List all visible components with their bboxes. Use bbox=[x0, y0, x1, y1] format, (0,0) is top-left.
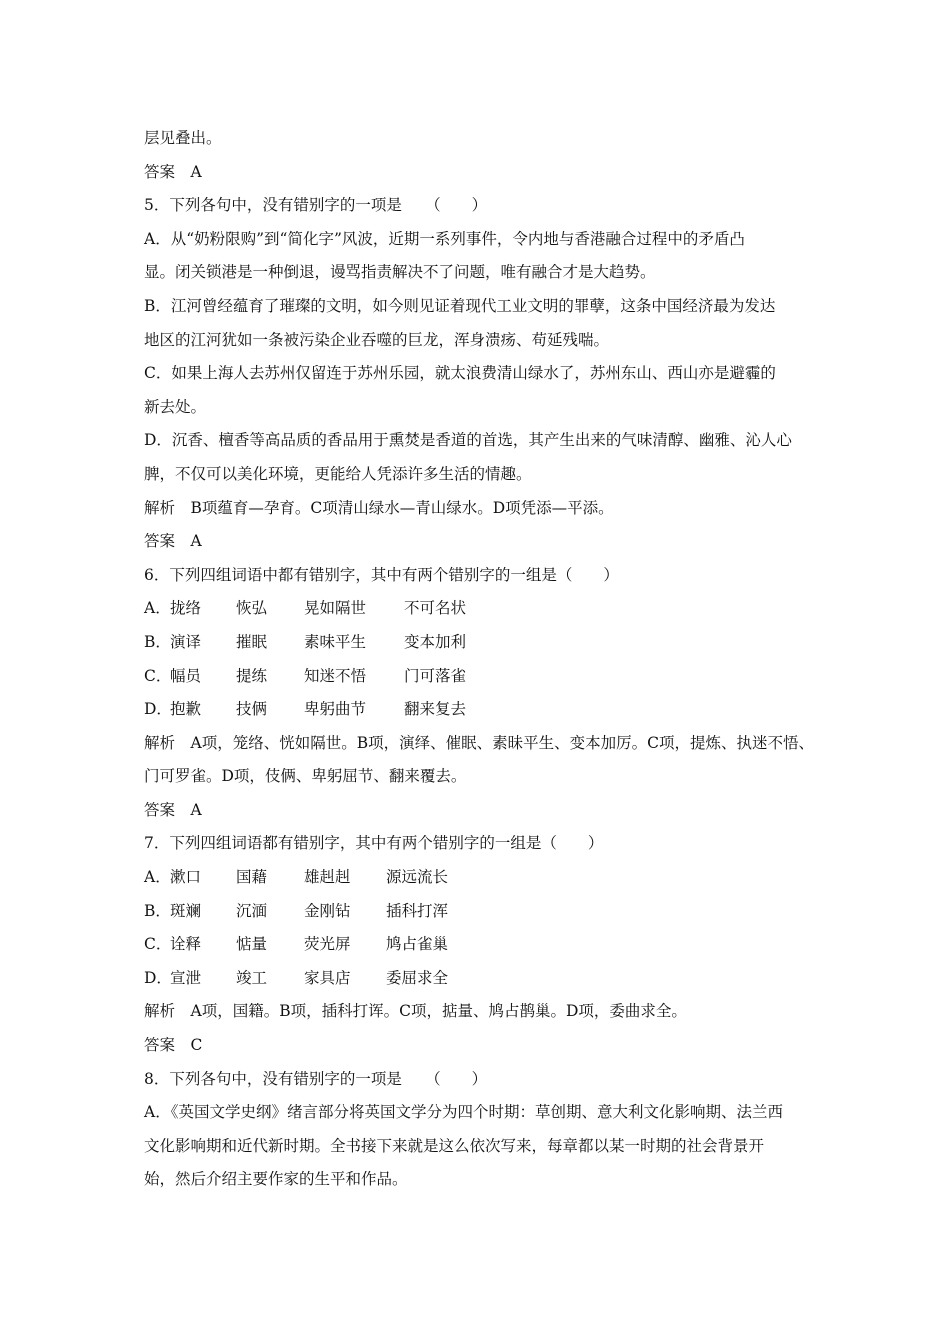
answer-line: 答案 A bbox=[144, 162, 202, 181]
option-word: 斑斓 bbox=[170, 901, 202, 920]
option-text-line: 显。闭关锁港是一种倒退，谩骂指责解决不了问题，唯有融合才是大趋势。 bbox=[144, 263, 656, 282]
option-letter: B． bbox=[144, 632, 171, 651]
answer-line: 答案 A bbox=[144, 800, 202, 819]
text-line: 层见叠出。 bbox=[144, 129, 222, 147]
answer-line: 答案 A bbox=[144, 532, 202, 551]
option-letter: A． bbox=[144, 599, 171, 618]
analysis-line: 解析 A项，笼络、恍如隔世。B项，演绎、催眠、素昧平生、变本加厉。C项，提炼、执迷不悟、 bbox=[144, 733, 814, 752]
answer-line: 答案 C bbox=[144, 1036, 203, 1055]
q7-option-b bbox=[144, 895, 814, 929]
option-letter: C． bbox=[144, 666, 172, 685]
option-word: 宣泄 bbox=[170, 968, 202, 987]
q7-option-a bbox=[144, 861, 814, 895]
option-text-line: B．江河曾经蕴育了璀璨的文明，如今则见证着现代工业文明的罪孽，这条中国经济最为发达 bbox=[144, 296, 776, 315]
option-word: 幅员 bbox=[170, 666, 202, 685]
option-text-line: C．如果上海人去苏州仅留连于苏州乐园，就太浪费清山绿水了，苏州东山、西山亦是避霾的 bbox=[144, 364, 776, 383]
q6-option-a bbox=[144, 592, 814, 626]
analysis-line: 解析 A项，国籍。B项，插科打诨。C项，掂量、鸠占鹊巢。D项，委曲求全。 bbox=[144, 1002, 687, 1021]
analysis-line: 解析 B项蕴育—孕育。C项清山绿水—青山绿水。D项凭添—平添。 bbox=[144, 498, 614, 517]
option-word: 惦量 bbox=[236, 935, 268, 954]
option-word: 卑躬曲节 bbox=[304, 700, 367, 719]
document-content bbox=[144, 122, 814, 1197]
option-word: 源远流长 bbox=[386, 868, 449, 887]
option-text-line: 文化影响期和近代新时期。全书接下来就是这么依次写来，每章都以某一时期的社会背景开 bbox=[144, 1136, 765, 1155]
question-7: 7．下列四组词语都有错别字，其中有两个错别字的一组是（ ） bbox=[144, 834, 604, 853]
option-word: 诠释 bbox=[170, 935, 202, 954]
option-word: 知迷不悟 bbox=[304, 666, 367, 685]
option-word: 恢弘 bbox=[236, 599, 268, 618]
q6-option-c bbox=[144, 660, 814, 694]
option-word: 国藉 bbox=[236, 868, 268, 887]
option-word: 变本加利 bbox=[404, 632, 467, 651]
option-word: 抱歉 bbox=[170, 700, 202, 719]
option-text-line: 脾，不仅可以美化环境，更能给人凭添许多生活的情趣。 bbox=[144, 464, 532, 483]
option-word: 沉湎 bbox=[236, 901, 268, 920]
option-letter: C． bbox=[144, 935, 172, 954]
option-word: 金刚钻 bbox=[304, 901, 351, 920]
option-word: 素味平生 bbox=[304, 632, 367, 651]
question-8: 8．下列各句中，没有错别字的一项是 （ ） bbox=[144, 1069, 488, 1088]
question-5: 5．下列各句中，没有错别字的一项是 （ ） bbox=[144, 196, 488, 215]
option-word: 荧光屏 bbox=[304, 935, 351, 954]
question-6: 6．下列四组词语中都有错别字，其中有两个错别字的一组是（ ） bbox=[144, 565, 619, 584]
option-word: 鸠占雀巢 bbox=[386, 935, 449, 954]
option-word: 不可名状 bbox=[404, 599, 467, 618]
option-letter: B． bbox=[144, 901, 171, 920]
q7-option-c bbox=[144, 928, 814, 962]
option-word: 家具店 bbox=[304, 968, 351, 987]
option-word: 提练 bbox=[236, 666, 268, 685]
q6-option-b bbox=[144, 626, 814, 660]
option-text-line: 始，然后介绍主要作家的生平和作品。 bbox=[144, 1170, 408, 1189]
option-word: 晃如隔世 bbox=[304, 599, 367, 618]
analysis-line: 门可罗雀。D项，伎俩、卑躬屈节、翻来覆去。 bbox=[144, 767, 467, 786]
option-word: 门可落雀 bbox=[404, 666, 467, 685]
option-word: 漱口 bbox=[170, 868, 202, 887]
option-word: 演译 bbox=[170, 632, 202, 651]
option-letter: D． bbox=[144, 700, 172, 719]
option-text-line: A．《英国文学史纲》绪言部分将英国文学分为四个时期：草创期、意大利文化影响期、法兰西 bbox=[144, 1103, 783, 1122]
option-word: 竣工 bbox=[236, 968, 268, 987]
option-text-line: A．从“奶粉限购”到“简化字”风波，近期一系列事件，令内地与香港融合过程中的矛盾凸 bbox=[144, 229, 745, 248]
option-letter: A． bbox=[144, 868, 171, 887]
option-text-line: 地区的江河犹如一条被污染企业吞噬的巨龙，浑身溃疡、苟延残喘。 bbox=[144, 330, 610, 349]
option-word: 技俩 bbox=[236, 700, 268, 719]
option-word: 翻来复去 bbox=[404, 700, 467, 719]
q6-option-d bbox=[144, 693, 814, 727]
option-word: 委屈求全 bbox=[386, 968, 449, 987]
option-word: 拢络 bbox=[170, 599, 202, 618]
option-text-line: D．沉香、檀香等高品质的香品用于熏焚是香道的首选，其产生出来的气味清醇、幽雅、沁人心 bbox=[144, 431, 792, 450]
q7-option-d bbox=[144, 962, 814, 996]
option-word: 摧眠 bbox=[236, 632, 268, 651]
option-text-line: 新去处。 bbox=[144, 397, 207, 416]
option-word: 雄赳赳 bbox=[304, 868, 351, 887]
option-letter: D． bbox=[144, 968, 172, 987]
option-word: 插科打浑 bbox=[386, 901, 449, 920]
